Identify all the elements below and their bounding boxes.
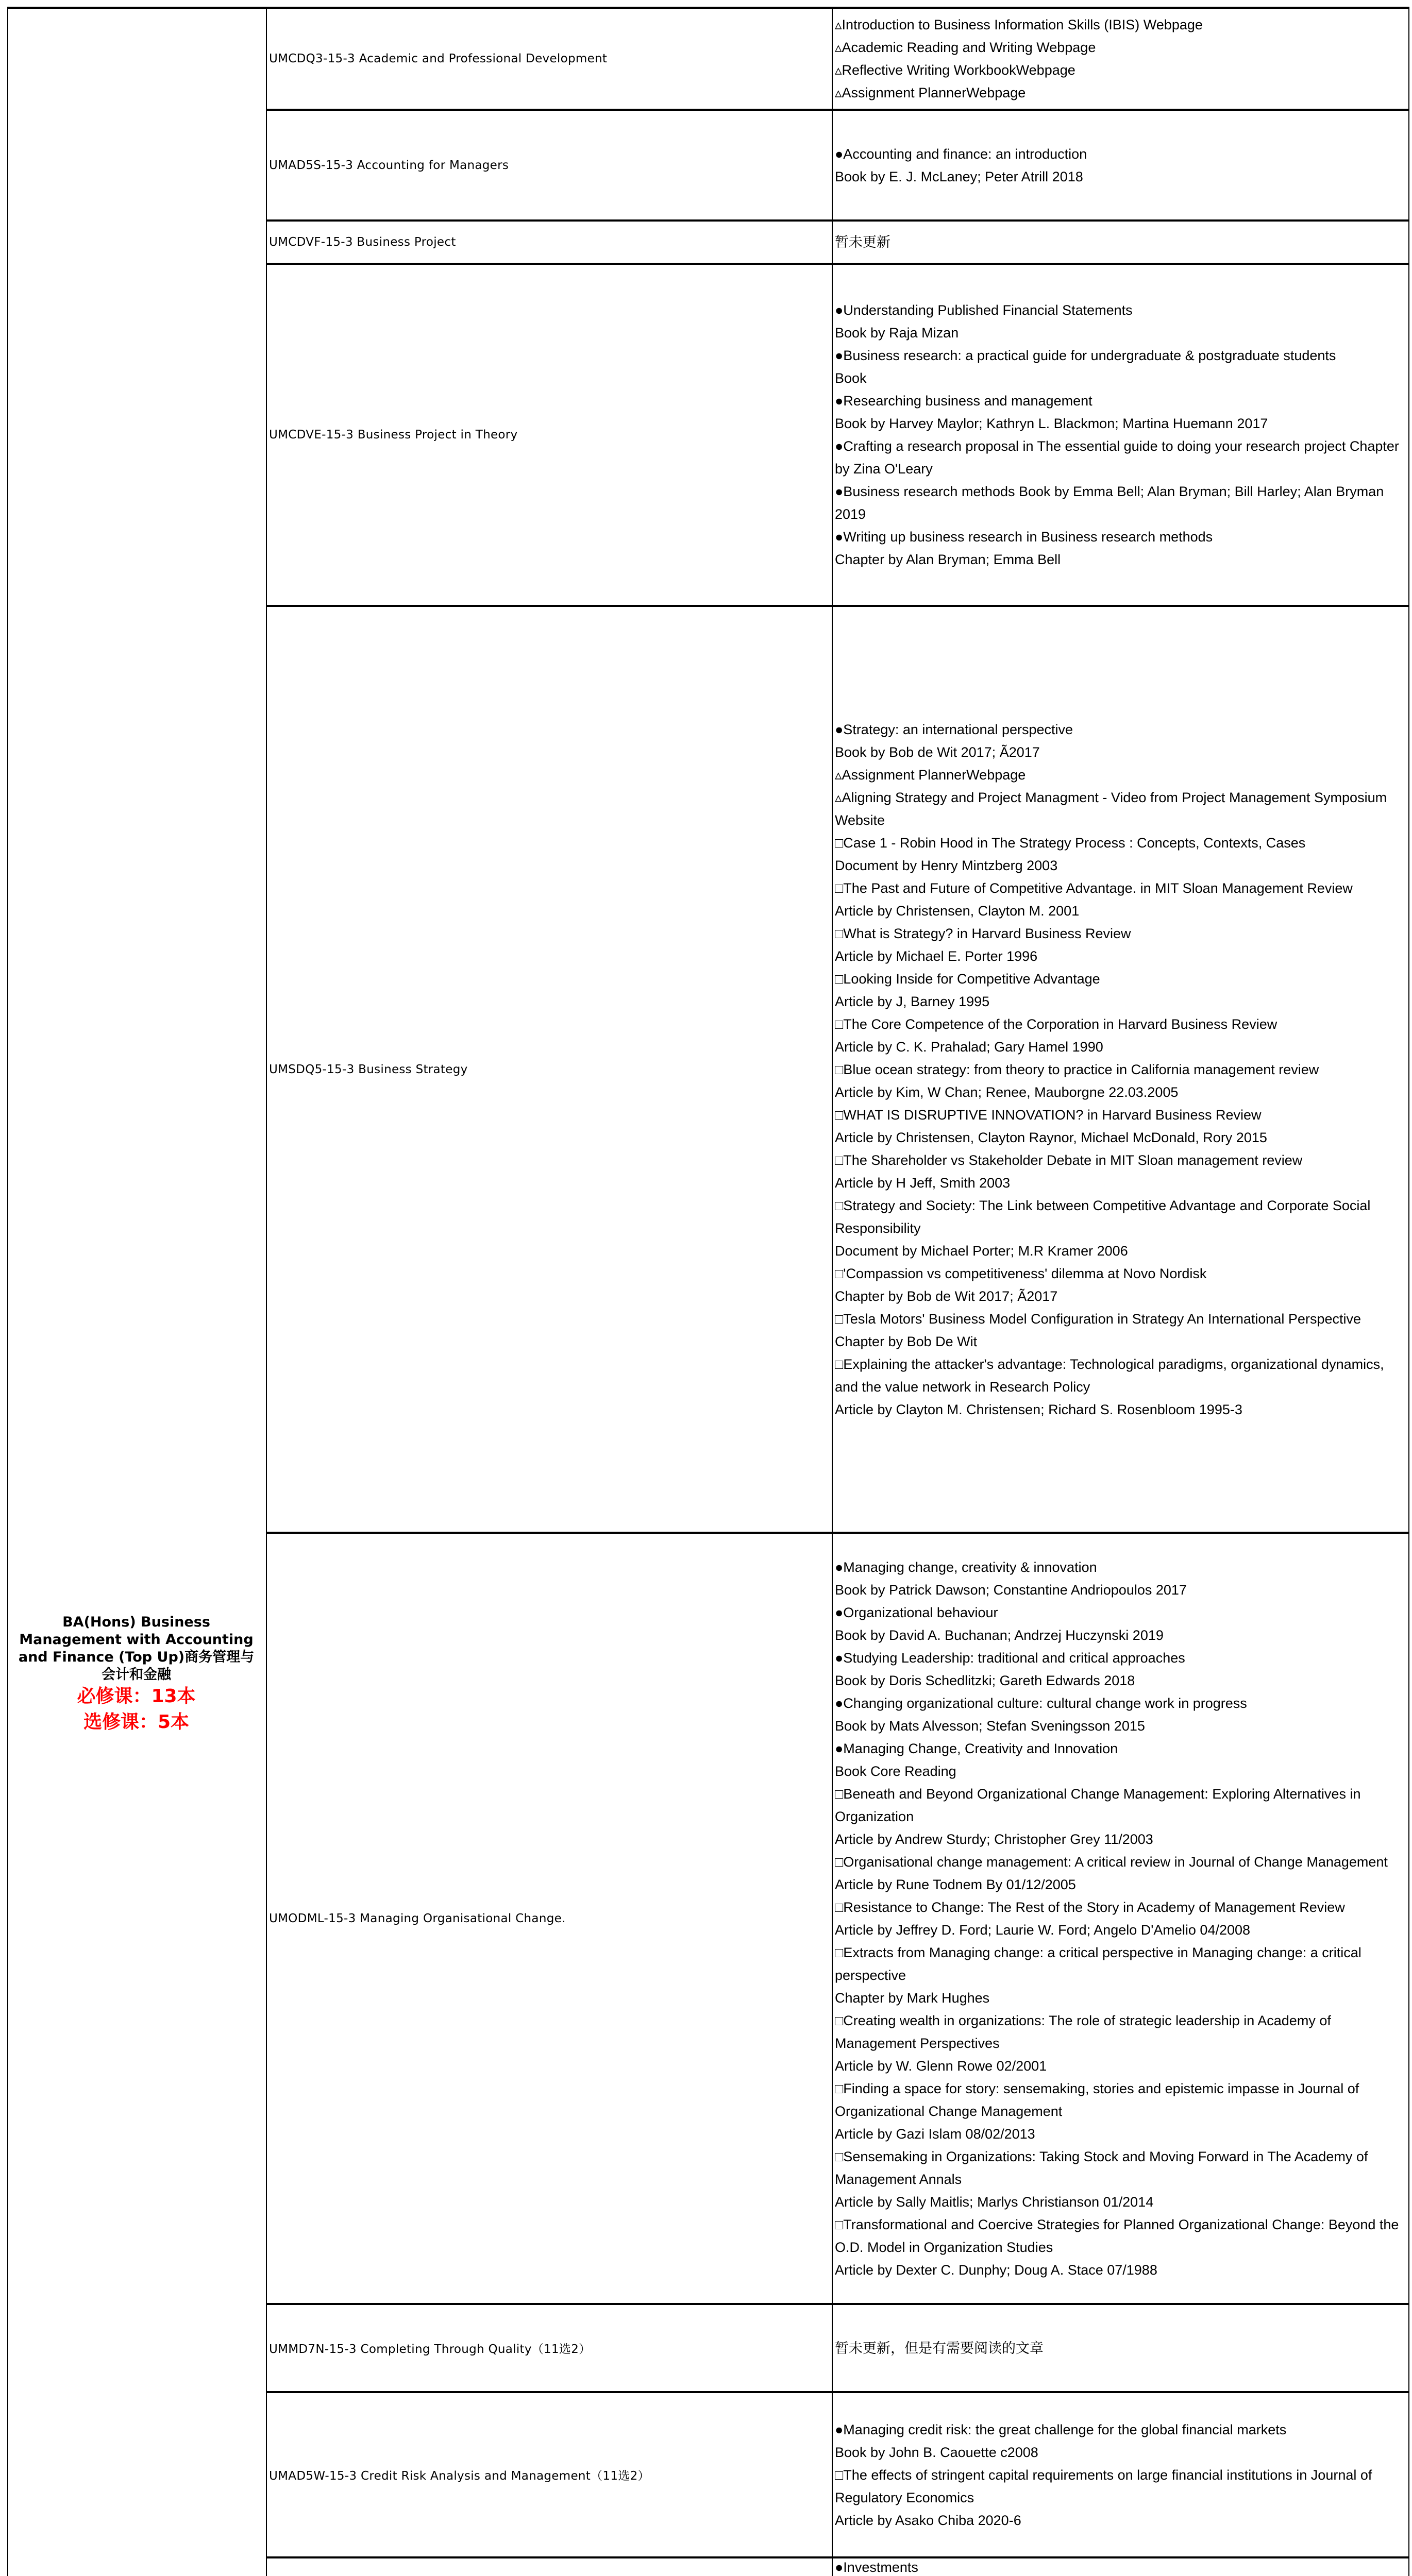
reading-item: Book Core Reading [835,1763,956,1779]
course-name: UMODML-15-3 Managing Organisational Change. [269,1911,566,1925]
course-name: UMCDVF-15-3 Business Project [269,235,456,249]
reading-item: ●Strategy: an international perspective [835,721,1073,737]
reading-item: ▵Assignment PlannerWebpage [835,85,1026,100]
reading-item: ●Business research methods Book by Emma Bell; Alan Bryman; Bill Harley; Alan Bryman 2019 [835,484,1384,522]
reading-item: Book by David A. Buchanan; Andrzej Huczynski 2019 [835,1627,1164,1643]
reading-item: □Extracts from Managing change: a critical perspective in Managing change: a critical perspective [835,1944,1361,1983]
course-name-cell [267,2392,832,2557]
course-name-cell [267,221,832,264]
course-name-cell [267,8,832,110]
reading-item: ●Managing credit risk: the great challenge for the global financial markets [835,2421,1287,2437]
reading-item: □Tesla Motors' Business Model Configuration in Strategy An International Perspective [835,1311,1361,1327]
reading-item: ●Organizational behaviour [835,1604,998,1620]
reading-item: Book by Patrick Dawson; Constantine Andriopoulos 2017 [835,1582,1187,1598]
reading-list-cell [833,606,1408,1533]
reading-item: □The effects of stringent capital requirements on large financial institutions in Journal of Regulatory Economics [835,2467,1372,2505]
reading-item: Article by Asako Chiba 2020-6 [835,2512,1021,2528]
reading-item: ●Studying Leadership: traditional and critical approaches [835,1650,1185,1666]
table-border-left [7,8,8,2576]
reading-list-cell [833,1533,1408,2304]
reading-item: □Organisational change management: A critical review in Journal of Change Management [835,1854,1388,1870]
reading-item: ●Crafting a research proposal in The essential guide to doing your research project Chapter by Zina O'Leary [835,438,1399,477]
reading-item: 暂未更新，但是有需要阅读的文章 [835,2340,1044,2356]
reading-item: Chapter by Bob de Wit 2017; Ã2017 [835,1288,1058,1304]
reading-item: ▵Reflective Writing WorkbookWebpage [835,62,1075,78]
reading-item: Book by Raja Mizan [835,325,959,341]
reading-item: Chapter by Alan Bryman; Emma Bell [835,552,1061,567]
reading-item: Book by E. J. McLaney; Peter Atrill 2018 [835,168,1083,184]
reading-item: Article by Michael E. Porter 1996 [835,948,1038,964]
reading-list-cell [833,264,1408,606]
reading-item: Chapter by Bob De Wit [835,1333,978,1349]
reading-item: □Strategy and Society: The Link between Competitive Advantage and Corporate Social Responsibility [835,1197,1371,1236]
reading-item: □The Shareholder vs Stakeholder Debate in MIT Sloan management review [835,1152,1303,1168]
reading-item: □Resistance to Change: The Rest of the Story in Academy of Management Review [835,1899,1345,1915]
reading-item: ●Managing Change, Creativity and Innovation [835,1740,1118,1756]
reading-item: Article by Sally Maitlis; Marlys Christianson 01/2014 [835,2194,1154,2210]
reading-item: Article by Christensen, Clayton M. 2001 [835,903,1080,919]
program-title: BA(Hons) Business Management with Accounting and Finance (Top Up)商务管理与会计和金融 [18,1614,255,1683]
reading-item: □Looking Inside for Competitive Advantage [835,971,1100,987]
reading-item: Book by John B. Caouette c2008 [835,2444,1038,2460]
required-count: 必修课：13本 [77,1686,196,1707]
course-name: UMCDVE-15-3 Business Project in Theory [269,428,518,442]
reading-list-cell [833,110,1408,221]
reading-item: Document by Michael Porter; M.R Kramer 2006 [835,1243,1128,1259]
reading-item: Article by Clayton M. Christensen; Richard S. Rosenbloom 1995-3 [835,1401,1242,1417]
reading-item: □Sensemaking in Organizations: Taking Stock and Moving Forward in The Academy of Management Annals [835,2148,1368,2187]
course-name-cell [267,1533,832,2304]
reading-item: ●Changing organizational culture: cultural change work in progress [835,1695,1247,1711]
reading-item: □Blue ocean strategy: from theory to practice in California management review [835,1061,1319,1077]
reading-list-cell [833,8,1408,110]
course-name: UMSDQ5-15-3 Business Strategy [269,1062,468,1076]
reading-item: Article by Rune Todnem By 01/12/2005 [835,1876,1076,1892]
reading-item: ▵Aligning Strategy and Project Managment - Video from Project Management Symposium [835,789,1387,805]
reading-item: □Transformational and Coercive Strategies for Planned Organizational Change: Beyond the O.D. Model in Organization Studies [835,2216,1399,2255]
reading-item: Article by J, Barney 1995 [835,993,990,1009]
reading-item: Article by Kim, W Chan; Renee, Mauborgne 22.03.2005 [835,1084,1179,1100]
reading-item: □What is Strategy? in Harvard Business Review [835,925,1131,941]
reading-item: Book by Doris Schedlitzki; Gareth Edwards 2018 [835,1672,1135,1688]
reading-item: ▵Academic Reading and Writing Webpage [835,40,1096,55]
reading-item: ●Business research: a practical guide for undergraduate & postgraduate students [835,348,1336,363]
reading-item: Website [835,812,885,828]
reading-item: □Case 1 - Robin Hood in The Strategy Process : Concepts, Contexts, Cases [835,835,1306,851]
reading-list-cell [833,2392,1408,2557]
reading-item: □'Compassion vs competitiveness' dilemma at Novo Nordisk [835,1265,1207,1281]
reading-item: Chapter by Mark Hughes [835,1990,990,2006]
reading-item: ●Accounting and finance: an introduction [835,146,1087,162]
reading-item: ●Understanding Published Financial Statements [835,302,1133,318]
reading-item: ▵Introduction to Business Information Skills (IBIS) Webpage [835,17,1203,32]
reading-item: □The Past and Future of Competitive Advantage. in MIT Sloan Management Review [835,880,1353,896]
reading-item: □Explaining the attacker's advantage: Technological paradigms, organizational dynamics, and the value network in Research Policy [835,1356,1384,1395]
reading-item: ●Writing up business research in Business research methods [835,529,1213,545]
reading-item: Document by Henry Mintzberg 2003 [835,857,1058,873]
reading-item: □Finding a space for story: sensemaking, stories and epistemic impasse in Journal of Organizational Change Management [835,2080,1359,2119]
reading-item: 暂未更新 [835,234,890,250]
reading-item: Book by Harvey Maylor; Kathryn L. Blackmon; Martina Huemann 2017 [835,416,1268,431]
course-name-cell [267,110,832,221]
course-name-cell [267,606,832,1533]
reading-item: ●Investments [835,2559,918,2575]
reading-item: □WHAT IS DISRUPTIVE INNOVATION? in Harvard Business Review [835,1107,1262,1123]
reading-item: □Creating wealth in organizations: The role of strategic leadership in Academy of Management Perspectives [835,2012,1331,2051]
reading-item: Article by C. K. Prahalad; Gary Hamel 1990 [835,1039,1103,1055]
reading-list-cell [833,2557,1408,2576]
course-name: UMCDQ3-15-3 Academic and Professional Development [269,52,608,65]
course-name-cell [267,264,832,606]
reading-item: Article by H Jeff, Smith 2003 [835,1175,1011,1191]
reading-item: Book [835,370,867,386]
reading-item: Book by Bob de Wit 2017; Ã2017 [835,744,1040,760]
reading-item: Article by W. Glenn Rowe 02/2001 [835,2058,1047,2074]
reading-item: □Beneath and Beyond Organizational Change Management: Exploring Alternatives in Organization [835,1786,1361,1824]
table-border-right [1408,8,1409,2576]
reading-item: □The Core Competence of the Corporation in Harvard Business Review [835,1016,1277,1032]
elective-count: 选修课：5本 [83,1711,190,1733]
reading-item: ●Managing change, creativity & innovation [835,1559,1097,1575]
reading-item: Article by Jeffrey D. Ford; Laurie W. Ford; Angelo D'Amelio 04/2008 [835,1922,1251,1938]
course-name-cell [267,2557,832,2576]
reading-list-table [7,8,1409,2576]
reading-list-cell [833,221,1408,264]
course-name-cell [267,2304,832,2392]
reading-item: ●Researching business and management [835,393,1092,409]
reading-item: Article by Christensen, Clayton Raynor, Michael McDonald, Rory 2015 [835,1129,1267,1145]
course-name: UMAD5S-15-3 Accounting for Managers [269,158,509,172]
reading-item: Article by Dexter C. Dunphy; Doug A. Stace 07/1988 [835,2262,1157,2278]
course-name: UMMD7N-15-3 Completing Through Quality（11选2） [269,2343,591,2356]
course-name: UMAD5W-15-3 Credit Risk Analysis and Management（11选2） [269,2469,650,2483]
reading-item: ▵Assignment PlannerWebpage [835,767,1026,783]
reading-item: Article by Gazi Islam 08/02/2013 [835,2126,1035,2142]
reading-item: Article by Andrew Sturdy; Christopher Grey 11/2003 [835,1831,1153,1847]
reading-list-cell [833,2304,1408,2392]
program-cell [7,8,265,2576]
reading-item: Book by Mats Alvesson; Stefan Sveningsson 2015 [835,1718,1145,1734]
